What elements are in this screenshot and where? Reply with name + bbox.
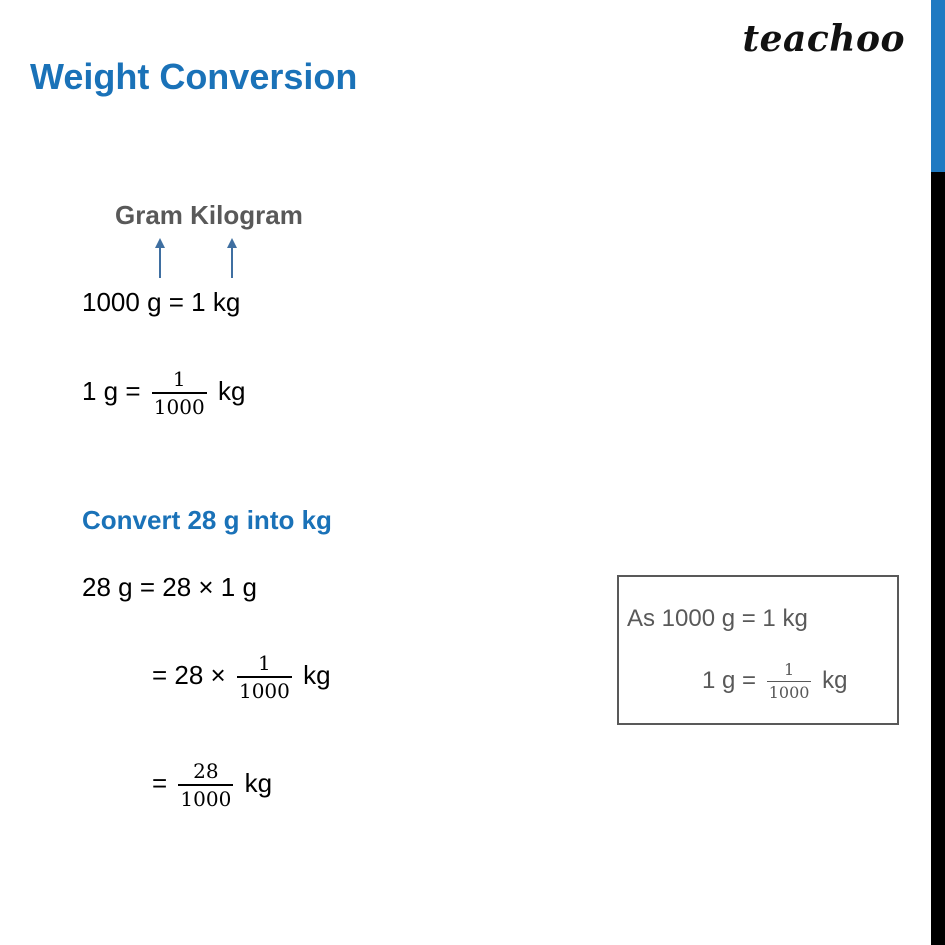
unit-labels [115, 200, 303, 231]
right-edge-accent [931, 0, 945, 172]
fraction-denominator: 1000 [237, 676, 292, 702]
step-3-unit: kg [244, 767, 273, 798]
fraction [237, 652, 292, 702]
step-2-unit: kg [303, 659, 331, 690]
note-line-2-left: 1 g = [702, 666, 757, 694]
right-edge-bar [931, 0, 945, 945]
kilogram-arrow-line [231, 246, 233, 278]
kilogram-arrow-icon [227, 238, 237, 248]
gram-arrow-line [159, 246, 161, 278]
brand-logo: teachoo [742, 18, 905, 60]
fraction [152, 368, 207, 418]
fraction [178, 760, 233, 810]
gram-arrow-icon [155, 238, 165, 248]
equation-1g-left: 1 g = [82, 375, 141, 406]
equation-1000g: 1000 g = 1 kg [82, 287, 241, 317]
kilogram-label: Kilogram [190, 200, 303, 230]
fraction-denominator: 1000 [152, 392, 207, 418]
note-box [617, 575, 899, 725]
equation-1g-unit: kg [217, 375, 246, 406]
note-line-2-unit: kg [822, 666, 848, 694]
page-title: Weight Conversion [30, 56, 358, 97]
gram-label: Gram [115, 200, 183, 230]
fraction-numerator: 1 [258, 651, 271, 675]
step-2-left: = 28 × [152, 659, 226, 690]
equation-1g [82, 368, 245, 418]
fraction-numerator: 28 [193, 759, 219, 783]
fraction-denominator: 1000 [768, 683, 810, 702]
note-line-1: As 1000 g = 1 kg [627, 605, 808, 632]
fraction-denominator: 1000 [178, 784, 233, 810]
problem-heading: Convert 28 g into kg [82, 505, 332, 535]
fraction [767, 661, 812, 702]
note-line-2 [702, 661, 847, 702]
fraction-numerator: 1 [783, 660, 795, 679]
step-2 [152, 652, 331, 702]
fraction-numerator: 1 [172, 367, 186, 391]
step-3 [152, 760, 272, 810]
step-3-left: = [152, 767, 168, 798]
step-1: 28 g = 28 × 1 g [82, 572, 257, 602]
